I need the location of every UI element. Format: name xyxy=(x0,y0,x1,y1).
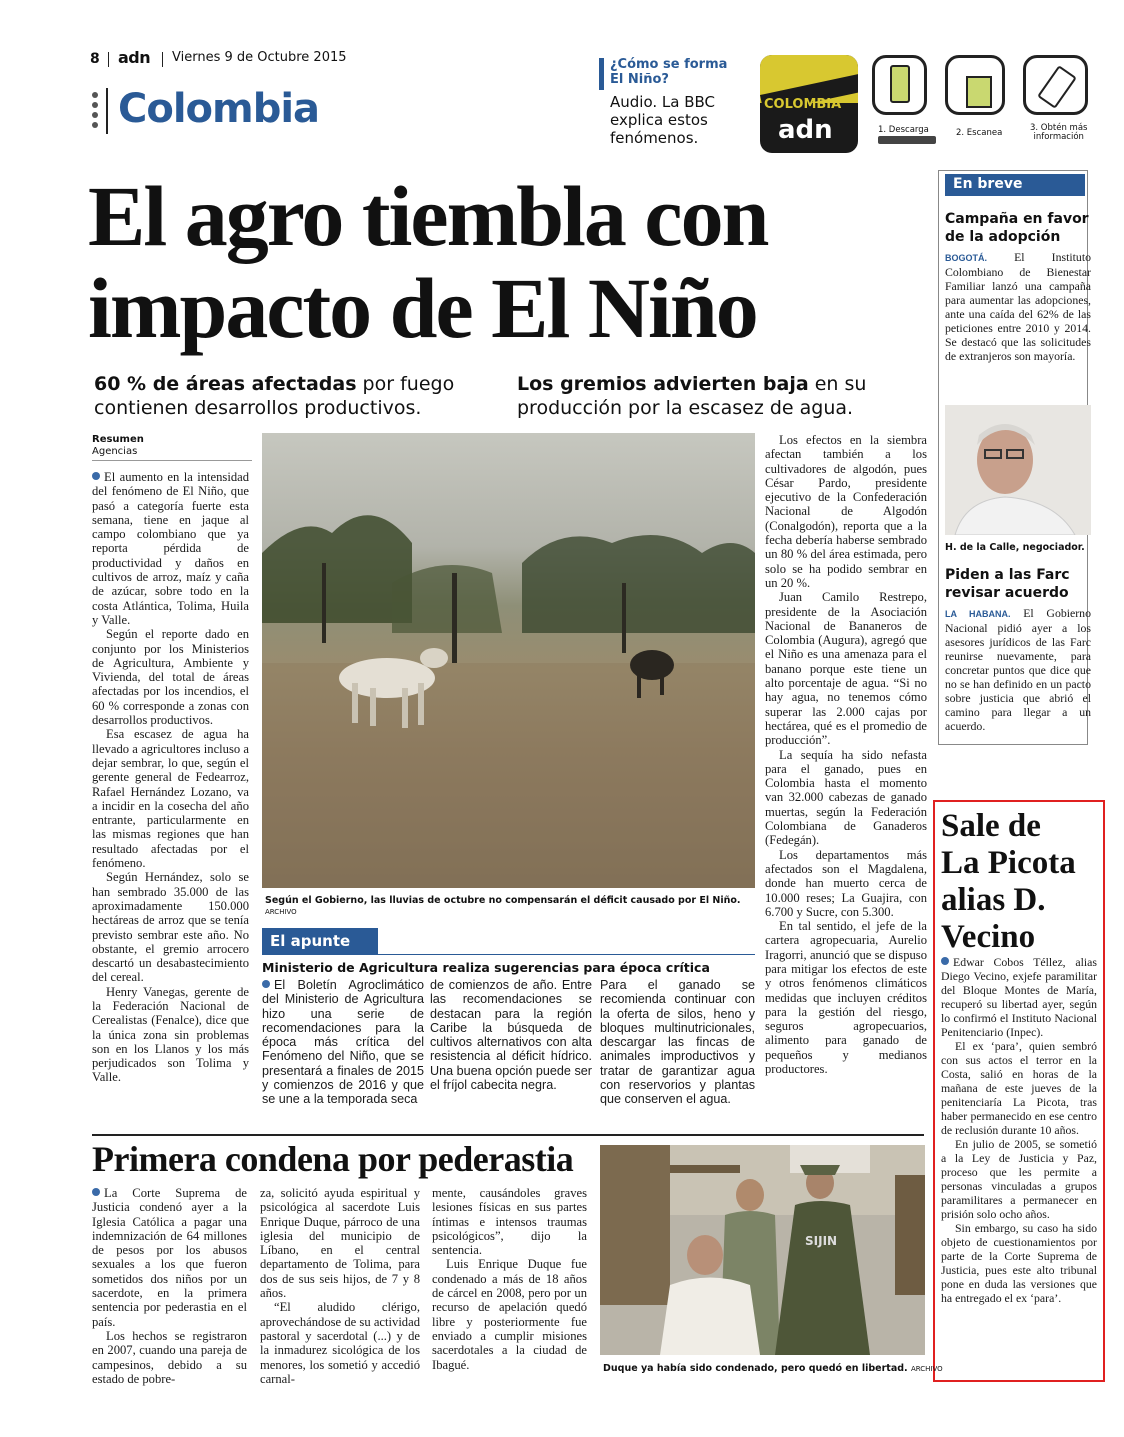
section-rule xyxy=(92,1134,924,1136)
brand-logo: adn xyxy=(118,48,151,67)
brief-2-title: Piden a las Farc revisar acuerdo xyxy=(945,567,1070,601)
article-column-1: El aumento en la intensidad del fenómeno de El Niño, que pasó a categoría fuerte esta semana, tiene en jaque al campo colombiano que ya reporta pérdida de productividad y daños en cultivos de arroz, maíz y caña de azúcar, sobre todo en la costa Atlántica, Tolima, Huila y Valle. Según el reporte dado en conjunto por los Ministerios de Agricultura, Ambiente y Vivienda, del total de áreas afectadas por los incendios, el 60 % corresponde a zonas con desarrollos productivos. Esa escasez de agua ha llevado a agricultores incluso a dejar sembrar, lo que, según el gerente general de Fedearroz, Rafael Hernández Lozano, va a incidir en la cosecha del año entrante, particularmente en las mismas regiones que han resultado afectadas por el fenómeno. Según Hernández, solo se han sembrado 35.000 de las aproximadamente 150.000 hectáreas de arroz que se tenía previsto sembrar este año. No obstante, el gremio arrocero descartó un desabastecimiento del cereal. Henry Vanegas, gerente de la Federación Nacional de Cerealistas (Fenalce), dice que la única zona sin problemas son en los Llanos y los más perjudicados son Tolima y Valle. xyxy=(92,470,249,1085)
brief-1-title: Campaña en favor de la adopción xyxy=(945,211,1089,245)
brief-2-text: LA HABANA. El Gobierno Nacional pidió ayer a los asesores jurídicos de las Farc reunirse nuevamente, para concretar puntos que dice que no se han definido en un pacto sobre justicia que abrió el camino para llegar a un acuerdo. xyxy=(945,606,1091,733)
arrest-photo xyxy=(600,1145,925,1355)
en-breve-tag: En breve xyxy=(945,174,1085,196)
picota-title: Sale de La Picota alias D. Vecino xyxy=(941,808,1076,955)
section-dots xyxy=(92,92,98,128)
article-column-4: Los efectos en la siembra afectan también a los cultivadores de algodón, pues César Pardo, presidente ejecutivo de la Confederación Nacional de Algodón (Conalgodón), reporta que a la fecha debería haberse sembrado un 80 % del área estimada, pero solo se ha podido sembrar en un 20 %. Juan Camilo Restrepo, presidente de la Asociación Nacional de Bananeros de Colombia (Augura), agregó que el Niño es una amenaza para el banano porque este tiene un alto porcentaje de agua. “Si no hay agua, no tenemos cómo superar las 2.000 cajas por hectárea, qué es el promedio de producción”. La sequía ha sido nefasta para el ganado, pues en Colombia hasta el momento van 32.000 cabezas de ganado muertas, según la Federación Colombiana de Ganaderos (Fedegán). Los departamentos más afectados son el Magdalena, donde han muerto cerca de 10.000 reses; La Guajira, con 6.700 y Sucre, con 5.300. En tal sentido, el jefe de la cartera agropecuaria, Aurelio Iragorri, anunció que se dispuso para mitigar los efectos de este y otros fenómenos climáticos medidas que incluyen créditos para la gestión del riesgo, seguros agropecuarios, alimento para ganado de pequeños y medianos productores. xyxy=(765,433,927,1077)
condena-column-2: za, solicitó ayuda espiritual y psicológica al sacerdote Luis Enrique Duque, párroco de una iglesia del municipio de Líbano, en el central departamento de Tolima, para dos de sus seis hijos, de 7 y 8 años. “El aludido clérigo, aprovechándose de su actividad pastoral y sacerdotal (...) y de la inmadurez sicológica de los menores, los sometió y accedió carnal- xyxy=(260,1186,420,1386)
byline: Resumen Agencias xyxy=(92,434,144,457)
cattle-photo xyxy=(262,433,755,888)
de-la-calle-photo xyxy=(945,405,1091,535)
de-la-calle-caption: H. de la Calle, negociador. xyxy=(945,542,1085,553)
divider xyxy=(162,52,163,67)
apunte-column-3: Para el ganado se recomienda continuar con la oferta de silos, heno y bloques multinutricionales, descargar las fincas de animales improductivos y tratar de garantizar agua con reservorios y plantas que conserven el agua. xyxy=(600,978,755,1107)
section-divider xyxy=(106,88,108,134)
subhead-left: 60 % de áreas afectadas por fuego contienen desarrollos productivos. xyxy=(94,373,455,419)
promo-text: Audio. La BBC explica estos fenómenos. xyxy=(610,93,716,147)
byline-rule xyxy=(92,460,252,461)
step-1-label: 1. Descarga xyxy=(878,125,929,135)
info-icon xyxy=(1023,55,1088,115)
apunte-rule xyxy=(262,954,755,955)
condena-column-3: mente, causándoles graves lesiones físicas en sus partes íntimas e intensos traumas psicológicos”, dijo la sentencia. Luis Enrique Duque fue condenado a más de 18 años de cárcel en 2008, pero por un recurso de apelación quedó libre y posteriormente fue enviado a cumplir misiones sacerdotales a la ciudad de Ibagué. xyxy=(432,1186,587,1372)
adn-colombia-logo: COLOMBIA adn xyxy=(760,55,858,153)
apunte-tag: El apunte xyxy=(262,928,378,954)
step-2-label: 2. Escanea xyxy=(956,128,1003,138)
section-title: Colombia xyxy=(118,86,320,132)
subhead-right: Los gremios advierten baja en su producción por la escasez de agua. xyxy=(517,373,867,419)
main-headline: El agro tiembla con impacto de El Niño xyxy=(88,168,768,356)
promo-bar xyxy=(599,58,604,90)
condena-column-1: La Corte Suprema de Justicia condenó ayer a la Iglesia Católica a pagar una indemnización de 64 millones de pesos por los abusos sexuales a los que fueron sometidos dos niños por un sacerdote, en la primera sentencia por pederastia en el país. Los hechos se registraron en 2007, cuando una pareja de campesinos, debido a su estado de pobre- xyxy=(92,1186,247,1386)
bullet-icon xyxy=(92,1188,100,1196)
apunte-title: Ministerio de Agricultura realiza sugerencias para época crítica xyxy=(262,960,710,975)
photo-caption: Según el Gobierno, las lluvias de octubre no compensarán el déficit causado por El Niño. ARCHIVO xyxy=(265,895,741,916)
apunte-column-2: de comienzos de año. Entre las recomendaciones se destacan para la región Caribe la búsqueda de cultivos alternativos con alta resistencia al déficit hídrico. Una buena opción puede ser el fríjol cabecita negra. xyxy=(430,978,592,1093)
promo-question: ¿Cómo se forma El Niño? xyxy=(610,57,728,87)
picota-text: Edwar Cobos Téllez, alias Diego Vecino, exjefe paramilitar del Bloque Montes de María, recuperó su libertad ayer, según lo confirmó el Instituto Nacional Penitenciario (Inpec). El ex ‘para’, quien sembró con sus actos el terror en la Costa, salió en horas de la mañana de este jueves de la penitenciaría La Picota, tras haber permanecido en ese centro de reclusión durante 10 años. En julio de 2005, se sometió a la Ley de Justicia y Paz, proceso que les permite a personas vinculadas a grupos paramilitares a permanecer en prisión solo ocho años. Sin embargo, su caso ha sido objeto de cuestionamientos por parte de la Corte Suprema de Justicia, pues este alto tribunal pone en duda las versiones que ha entregado el ex ‘para’. xyxy=(941,955,1097,1305)
bullet-icon xyxy=(941,957,949,965)
store-badges xyxy=(878,136,936,144)
scan-icon xyxy=(945,55,1005,115)
condena-headline: Primera condena por pederastia xyxy=(92,1139,574,1179)
apunte-column-1: El Boletín Agroclimático del Ministerio de Agricultura hizo una serie de recomendaciones para la época más crítica del Fenómeno del Niño, que se presentará a finales de 2015 y comienzos de 2016 y que se une a la temporada seca xyxy=(262,978,424,1107)
download-icon xyxy=(872,55,927,115)
bullet-icon xyxy=(262,980,270,988)
bullet-icon xyxy=(92,472,100,480)
svg-text:SIJIN: SIJIN xyxy=(805,1234,838,1248)
issue-date: Viernes 9 de Octubre 2015 xyxy=(172,50,347,65)
brief-1-text: BOGOTÁ. El Instituto Colombiano de Bienestar Familiar lanzó una campaña para aumentar las adopciones, ante una caída del 62% de las peticiones entre 2010 y 2014. Se destacó que las solicitudes de extranjeros son mayoría. xyxy=(945,250,1091,363)
step-3-label: 3. Obtén más información xyxy=(1030,123,1088,142)
page-number: 8 xyxy=(90,51,100,67)
divider xyxy=(108,52,109,67)
arrest-caption: Duque ya había sido condenado, pero quedó en libertad. ARCHIVO xyxy=(603,1363,943,1374)
